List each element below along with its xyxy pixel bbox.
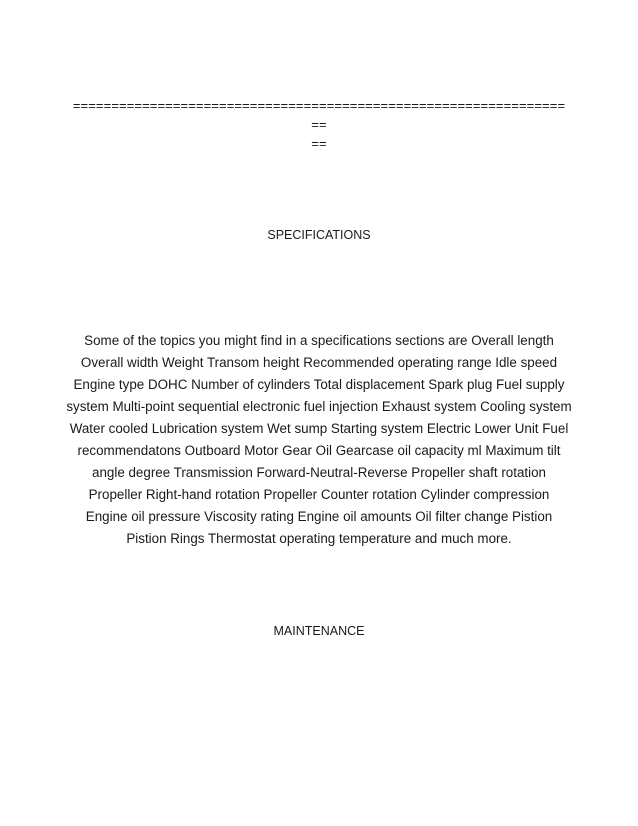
maintenance-heading: MAINTENANCE — [273, 624, 365, 638]
specifications-heading: SPECIFICATIONS — [267, 228, 371, 242]
separator-line-1: ================================================================== — [72, 98, 566, 132]
separator-rule — [70, 96, 568, 153]
specifications-paragraph: Some of the topics you might find in a specifications sections are Overall length Overall width Weight Transom height Recommended operating range Idle speed Engine type DOHC Number of cylinders Total displacement Spark plug Fuel supply system Multi-point sequential electronic fuel injection Exhaust system Cooling system Water cooled Lubrication system Wet sump Starting system Electric Lower Unit Fuel recommendatons Outboard Motor Gear Oil Gearcase oil capacity ml Maximum tilt angle degree Transmission Forward-Neutral-Reverse Propeller shaft rotation Propeller Right-hand rotation Propeller Counter rotation Cylinder compression Engine oil pressure Viscosity rating Engine oil amounts Oil filter change Pistion Pistion Rings Thermostat operating temperature and much more. — [66, 333, 572, 546]
separator-line-2: == — [311, 136, 327, 151]
